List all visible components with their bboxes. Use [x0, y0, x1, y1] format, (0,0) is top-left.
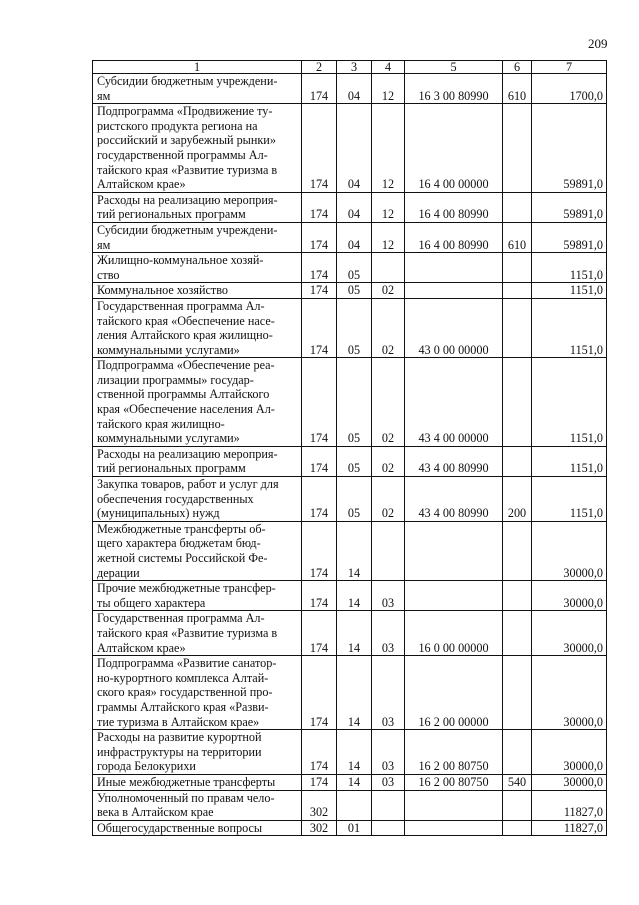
- table-row: [93, 222, 607, 252]
- item-name-cell: [93, 477, 302, 522]
- amount-cell: 30000,0: [532, 730, 607, 775]
- item-name-cell: [93, 581, 302, 611]
- item-name-text: Закупка товаров, работ и услуг для обеспечения государственных (муниципальных) нужд: [97, 477, 279, 521]
- item-name-cell: [93, 253, 302, 283]
- item-name-cell: [93, 358, 302, 447]
- item-name-cell: [93, 521, 302, 580]
- table-row: [93, 581, 607, 611]
- amount-cell: 1151,0: [532, 283, 607, 299]
- expense-type-cell: [503, 730, 532, 775]
- header-cell: 6: [503, 61, 532, 74]
- expense-type-cell: [503, 253, 532, 283]
- table-row: [93, 611, 607, 656]
- item-name-text: Расходы на реализацию мероприя- тий региональных программ: [97, 446, 278, 476]
- subsection-code-cell: 03: [372, 774, 405, 790]
- item-name-text: Субсидии бюджетным учреждени- ям: [97, 74, 278, 103]
- admin-code-cell: 174: [302, 521, 337, 580]
- table-row: [93, 104, 607, 193]
- item-name-text: Коммунальное хозяйство: [97, 283, 228, 298]
- section-code-cell: 14: [337, 774, 372, 790]
- section-code-cell: 05: [337, 477, 372, 522]
- target-article-cell: [405, 581, 503, 611]
- item-name-text: Государственная программа Ал- тайского края «Обеспечение насе- ления Алтайского края жилищно- коммунальными услугами»: [97, 298, 275, 357]
- amount-cell: 59891,0: [532, 192, 607, 222]
- table-row: [93, 477, 607, 522]
- admin-code-cell: 174: [302, 104, 337, 193]
- expense-type-cell: [503, 521, 532, 580]
- item-name-cell: [93, 774, 302, 790]
- target-article-cell: 16 4 00 80990: [405, 222, 503, 252]
- admin-code-cell: 174: [302, 298, 337, 357]
- expense-type-cell: [503, 298, 532, 357]
- admin-code-cell: 302: [302, 790, 337, 820]
- admin-code-cell: 174: [302, 656, 337, 730]
- item-name-cell: [93, 283, 302, 299]
- item-name-cell: [93, 611, 302, 656]
- section-code-cell: 05: [337, 358, 372, 447]
- header-cell: 5: [405, 61, 503, 74]
- table-row: [93, 192, 607, 222]
- section-code-cell: 04: [337, 74, 372, 104]
- expense-type-cell: [503, 656, 532, 730]
- expense-type-cell: 610: [503, 74, 532, 104]
- target-article-cell: [405, 521, 503, 580]
- expense-type-cell: 540: [503, 774, 532, 790]
- item-name-text: Прочие межбюджетные трансфер- ты общего характера: [97, 581, 276, 610]
- subsection-code-cell: 03: [372, 581, 405, 611]
- admin-code-cell: 302: [302, 820, 337, 836]
- admin-code-cell: 174: [302, 253, 337, 283]
- amount-cell: 11827,0: [532, 790, 607, 820]
- item-name-text: Подпрограмма «Обеспечение реа- лизации программы» государ- ственной программы Алтайского края «Обеспечение населения Ал- тайского края жилищно- коммунальными услугами»: [97, 358, 275, 446]
- target-article-cell: 16 2 00 80750: [405, 730, 503, 775]
- item-name-cell: [93, 656, 302, 730]
- expense-type-cell: [503, 104, 532, 193]
- subsection-code-cell: 12: [372, 192, 405, 222]
- target-article-cell: 16 3 00 80990: [405, 74, 503, 104]
- expense-type-cell: 200: [503, 477, 532, 522]
- item-name-text: Иные межбюджетные трансферты: [97, 774, 276, 789]
- target-article-cell: [405, 790, 503, 820]
- target-article-cell: [405, 283, 503, 299]
- expense-type-cell: [503, 358, 532, 447]
- admin-code-cell: 174: [302, 611, 337, 656]
- section-code-cell: 14: [337, 521, 372, 580]
- table-row: [93, 790, 607, 820]
- target-article-cell: [405, 253, 503, 283]
- section-code-cell: [337, 790, 372, 820]
- amount-cell: 59891,0: [532, 104, 607, 193]
- header-cell: 4: [372, 61, 405, 74]
- item-name-cell: [93, 820, 302, 836]
- item-name-text: Общегосударственные вопросы: [97, 820, 263, 835]
- header-cell: 3: [337, 61, 372, 74]
- item-name-text: Подпрограмма «Развитие санатор- но-курортного комплекса Алтай- ского края» государственной про- граммы Алтайского края «Разви- тие туризма в Алтайском крае»: [97, 656, 277, 729]
- admin-code-cell: 174: [302, 283, 337, 299]
- expense-type-cell: [503, 283, 532, 299]
- amount-cell: 11827,0: [532, 820, 607, 836]
- section-code-cell: 14: [337, 581, 372, 611]
- admin-code-cell: 174: [302, 222, 337, 252]
- section-code-cell: 04: [337, 222, 372, 252]
- expense-type-cell: [503, 790, 532, 820]
- admin-code-cell: 174: [302, 358, 337, 447]
- table-row: [93, 446, 607, 476]
- admin-code-cell: 174: [302, 446, 337, 476]
- section-code-cell: 05: [337, 283, 372, 299]
- amount-cell: 1151,0: [532, 253, 607, 283]
- section-code-cell: 04: [337, 192, 372, 222]
- subsection-code-cell: 02: [372, 477, 405, 522]
- expense-type-cell: [503, 581, 532, 611]
- subsection-code-cell: 02: [372, 446, 405, 476]
- table-row: [93, 358, 607, 447]
- target-article-cell: 16 4 00 00000: [405, 104, 503, 193]
- section-code-cell: 01: [337, 820, 372, 836]
- table-row: [93, 253, 607, 283]
- amount-cell: 59891,0: [532, 222, 607, 252]
- section-code-cell: 14: [337, 611, 372, 656]
- amount-cell: 30000,0: [532, 611, 607, 656]
- item-name-text: Подпрограмма «Продвижение ту- ристского продукта региона на российский и зарубежный рынки» государственной программы Ал- тайского края «Развитие туризма в Алтайском крае»: [97, 104, 278, 192]
- subsection-code-cell: [372, 521, 405, 580]
- subsection-code-cell: 12: [372, 104, 405, 193]
- admin-code-cell: 174: [302, 74, 337, 104]
- section-code-cell: 05: [337, 446, 372, 476]
- item-name-cell: [93, 192, 302, 222]
- header-row: [93, 61, 607, 74]
- target-article-cell: 43 4 00 80990: [405, 446, 503, 476]
- item-name-text: Межбюджетные трансферты об- щего характера бюджетам бюд- жетной системы Российской Фе- дерации: [97, 521, 268, 580]
- admin-code-cell: 174: [302, 730, 337, 775]
- admin-code-cell: 174: [302, 774, 337, 790]
- subsection-code-cell: 02: [372, 358, 405, 447]
- header-cell: 2: [302, 61, 337, 74]
- admin-code-cell: 174: [302, 581, 337, 611]
- item-name-text: Жилищно-коммунальное хозяй- ство: [97, 253, 264, 282]
- amount-cell: 30000,0: [532, 581, 607, 611]
- amount-cell: 1151,0: [532, 298, 607, 357]
- budget-table: [92, 60, 607, 836]
- target-article-cell: 43 4 00 80990: [405, 477, 503, 522]
- target-article-cell: 43 0 00 00000: [405, 298, 503, 357]
- table-row: [93, 283, 607, 299]
- section-code-cell: 04: [337, 104, 372, 193]
- amount-cell: 30000,0: [532, 774, 607, 790]
- amount-cell: 1151,0: [532, 477, 607, 522]
- item-name-text: Субсидии бюджетным учреждени- ям: [97, 222, 278, 252]
- table-row: [93, 298, 607, 357]
- subsection-code-cell: 12: [372, 74, 405, 104]
- header-cell: 1: [93, 61, 302, 74]
- subsection-code-cell: 03: [372, 730, 405, 775]
- item-name-cell: [93, 790, 302, 820]
- subsection-code-cell: 02: [372, 298, 405, 357]
- item-name-cell: [93, 74, 302, 104]
- target-article-cell: 16 2 00 80750: [405, 774, 503, 790]
- item-name-cell: [93, 222, 302, 252]
- page-number: 209: [588, 36, 608, 51]
- admin-code-cell: 174: [302, 192, 337, 222]
- subsection-code-cell: 02: [372, 283, 405, 299]
- amount-cell: 1151,0: [532, 358, 607, 447]
- table-row: [93, 774, 607, 790]
- subsection-code-cell: 12: [372, 222, 405, 252]
- section-code-cell: 14: [337, 730, 372, 775]
- target-article-cell: 43 4 00 00000: [405, 358, 503, 447]
- table-row: [93, 730, 607, 775]
- expense-type-cell: [503, 611, 532, 656]
- expense-type-cell: [503, 820, 532, 836]
- item-name-cell: [93, 446, 302, 476]
- expense-type-cell: [503, 192, 532, 222]
- item-name-cell: [93, 730, 302, 775]
- section-code-cell: 14: [337, 656, 372, 730]
- target-article-cell: 16 4 00 80990: [405, 192, 503, 222]
- amount-cell: 30000,0: [532, 656, 607, 730]
- expense-type-cell: 610: [503, 222, 532, 252]
- item-name-text: Уполномоченный по правам чело- века в Алтайском крае: [97, 790, 275, 820]
- table-row: [93, 820, 607, 836]
- target-article-cell: [405, 820, 503, 836]
- table-row: [93, 656, 607, 730]
- item-name-text: Расходы на реализацию мероприя- тий региональных программ: [97, 192, 278, 222]
- section-code-cell: 05: [337, 298, 372, 357]
- item-name-cell: [93, 298, 302, 357]
- amount-cell: 1700,0: [532, 74, 607, 104]
- item-name-text: Расходы на развитие курортной инфраструктуры на территории города Белокурихи: [97, 730, 262, 774]
- amount-cell: 30000,0: [532, 521, 607, 580]
- header-cell: 7: [532, 61, 607, 74]
- table-row: [93, 521, 607, 580]
- subsection-code-cell: [372, 253, 405, 283]
- section-code-cell: 05: [337, 253, 372, 283]
- amount-cell: 1151,0: [532, 446, 607, 476]
- target-article-cell: 16 2 00 00000: [405, 656, 503, 730]
- subsection-code-cell: 03: [372, 611, 405, 656]
- subsection-code-cell: [372, 820, 405, 836]
- item-name-cell: [93, 104, 302, 193]
- expense-type-cell: [503, 446, 532, 476]
- admin-code-cell: 174: [302, 477, 337, 522]
- subsection-code-cell: 03: [372, 656, 405, 730]
- subsection-code-cell: [372, 790, 405, 820]
- item-name-text: Государственная программа Ал- тайского края «Развитие туризма в Алтайском крае»: [97, 611, 278, 655]
- table-row: [93, 74, 607, 104]
- target-article-cell: 16 0 00 00000: [405, 611, 503, 656]
